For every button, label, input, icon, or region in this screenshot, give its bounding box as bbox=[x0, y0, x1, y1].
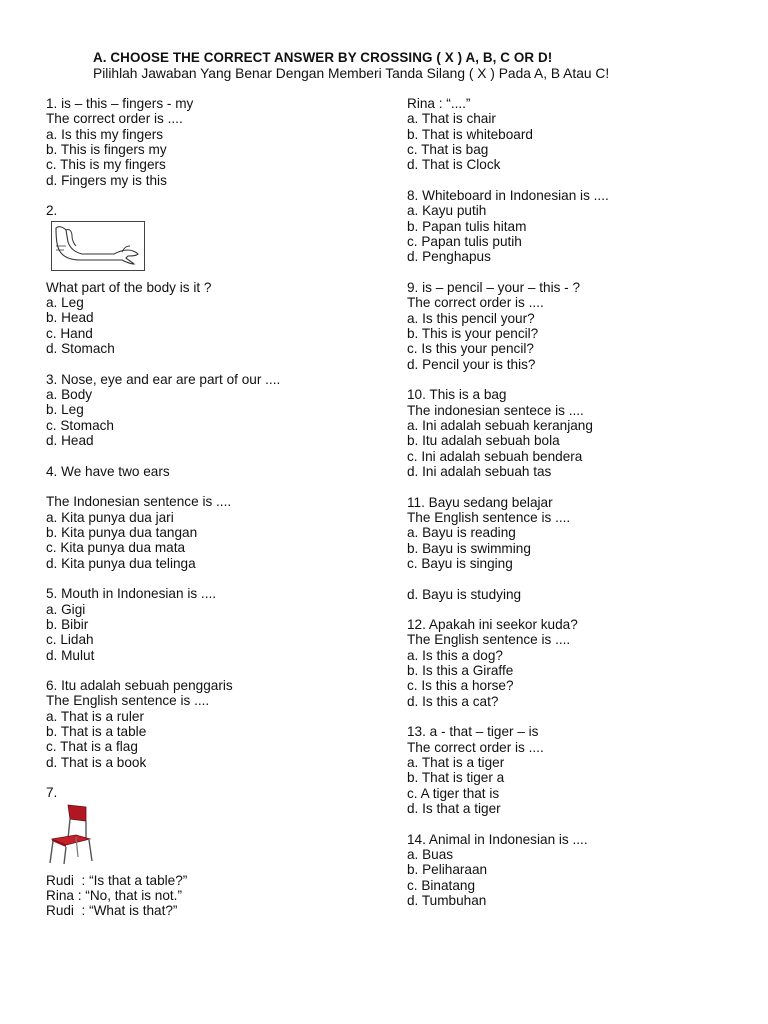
option-b[interactable]: b. Kita punya dua tangan bbox=[46, 524, 198, 540]
option-b[interactable]: b. That is a table bbox=[46, 724, 147, 740]
option-b[interactable]: b. Itu adalah sebuah bola bbox=[407, 433, 560, 449]
question-text: 4. We have two ears bbox=[46, 463, 170, 479]
option-c[interactable]: c. Stomach bbox=[46, 417, 114, 433]
question-text: 5. Mouth in Indonesian is .... bbox=[46, 586, 217, 602]
option-a[interactable]: a. Kita punya dua jari bbox=[46, 509, 174, 525]
option-c[interactable]: c. Hand bbox=[46, 325, 93, 341]
question-prompt: The English sentence is .... bbox=[407, 632, 571, 648]
question-1 bbox=[46, 96, 376, 188]
option-d[interactable]: d. Tumbuhan bbox=[407, 893, 487, 909]
question-prompt: The correct order is .... bbox=[407, 739, 544, 755]
question-text: 6. Itu adalah sebuah penggaris bbox=[46, 678, 233, 694]
question-text: 2. bbox=[46, 203, 58, 219]
option-d[interactable]: d. Bayu is studying bbox=[407, 586, 522, 602]
question-text: 10. This is a bag bbox=[407, 387, 507, 403]
option-a[interactable]: a. That is a ruler bbox=[46, 708, 144, 724]
question-text: 14. Animal in Indonesian is .... bbox=[407, 831, 588, 847]
question-10 bbox=[407, 387, 747, 479]
option-b[interactable]: b. Head bbox=[46, 310, 94, 326]
option-d[interactable]: d. Head bbox=[46, 432, 94, 448]
arm-image-container bbox=[46, 221, 376, 276]
option-c[interactable]: c. A tiger that is bbox=[407, 785, 500, 801]
worksheet-header bbox=[93, 50, 753, 82]
option-a[interactable]: a. Bayu is reading bbox=[407, 525, 516, 541]
question-4 bbox=[46, 464, 376, 571]
question-8 bbox=[407, 188, 747, 265]
arm-icon bbox=[51, 221, 145, 271]
question-2 bbox=[46, 203, 376, 356]
option-a[interactable]: a. Is this a dog? bbox=[407, 647, 503, 663]
option-d[interactable]: d. Penghapus bbox=[407, 249, 491, 265]
option-d[interactable]: d. Ini adalah sebuah tas bbox=[407, 463, 552, 479]
question-prompt: The correct order is .... bbox=[407, 295, 544, 311]
option-d[interactable]: d. Is that a tiger bbox=[407, 801, 501, 817]
section-title: A. CHOOSE THE CORRECT ANSWER BY CROSSING ( X ) A, B, C OR D! bbox=[93, 50, 553, 65]
option-c[interactable]: c. Papan tulis putih bbox=[407, 233, 522, 249]
question-text: 9. is – pencil – your – this - ? bbox=[407, 279, 581, 295]
option-b[interactable]: b. Bibir bbox=[46, 616, 89, 632]
question-5 bbox=[46, 586, 376, 663]
dialog-line: Rudi : “Is that a table?” bbox=[46, 872, 188, 888]
question-9 bbox=[407, 280, 747, 372]
question-text: 3. Nose, eye and ear are part of our .... bbox=[46, 371, 281, 387]
dialog-line: Rina : “No, that is not.” bbox=[46, 888, 182, 904]
option-d[interactable]: d. Pencil your is this? bbox=[407, 356, 536, 372]
option-b[interactable]: b. That is tiger a bbox=[407, 770, 505, 786]
option-d[interactable]: d. Mulut bbox=[46, 647, 95, 663]
option-d[interactable]: d. Stomach bbox=[46, 340, 115, 356]
option-a[interactable]: a. Body bbox=[46, 386, 93, 402]
question-7 bbox=[46, 785, 376, 918]
chair-icon bbox=[46, 803, 96, 865]
option-b[interactable]: b. Peliharaan bbox=[407, 862, 488, 878]
option-b[interactable]: b. That is whiteboard bbox=[407, 126, 533, 142]
option-b[interactable]: b. Bayu is swimming bbox=[407, 540, 531, 556]
question-text: 11. Bayu sedang belajar bbox=[407, 494, 553, 510]
question-11 bbox=[407, 495, 747, 602]
option-c[interactable]: c. Lidah bbox=[46, 632, 94, 648]
section-subtitle: Pilihlah Jawaban Yang Benar Dengan Memberi Tanda Silang ( X ) Pada A, B Atau C! bbox=[93, 66, 610, 81]
question-text: 12. Apakah ini seekor kuda? bbox=[407, 617, 578, 633]
question-7-continued bbox=[407, 96, 747, 173]
option-a[interactable]: a. Kayu putih bbox=[407, 203, 487, 219]
question-prompt: The English sentence is .... bbox=[407, 509, 571, 525]
option-a[interactable]: a. Buas bbox=[407, 847, 454, 863]
option-a[interactable]: a. Leg bbox=[46, 294, 84, 310]
option-c[interactable]: c. That is bag bbox=[407, 141, 489, 157]
question-text: 1. is – this – fingers - my bbox=[46, 96, 194, 111]
question-13 bbox=[407, 724, 747, 816]
option-a[interactable]: a. That is a tiger bbox=[407, 755, 505, 771]
option-b[interactable]: b. Leg bbox=[46, 402, 84, 418]
dialog-line: Rudi : “What is that?” bbox=[46, 903, 178, 919]
option-d[interactable]: d. Kita punya dua telinga bbox=[46, 555, 196, 571]
option-d[interactable]: d. That is a book bbox=[46, 754, 147, 770]
question-12 bbox=[407, 617, 747, 709]
question-text: 7. bbox=[46, 785, 58, 801]
option-c[interactable]: c. That is a flag bbox=[46, 739, 138, 755]
option-c[interactable]: c. Ini adalah sebuah bendera bbox=[407, 448, 583, 464]
question-14 bbox=[407, 832, 747, 909]
left-column bbox=[46, 96, 376, 919]
option-b[interactable]: b. This is your pencil? bbox=[407, 325, 539, 341]
option-d[interactable]: d. Is this a cat? bbox=[407, 693, 499, 709]
question-prompt: The correct order is .... bbox=[46, 111, 183, 127]
option-a[interactable]: a. Is this my fingers bbox=[46, 126, 164, 142]
question-text: 13. a - that – tiger – is bbox=[407, 724, 539, 740]
chair-image-container bbox=[46, 803, 376, 873]
option-c[interactable]: c. Is this a horse? bbox=[407, 678, 514, 694]
option-c[interactable]: c. Kita punya dua mata bbox=[46, 540, 186, 556]
dialog-line: Rina : “....” bbox=[407, 96, 471, 111]
question-prompt: The English sentence is .... bbox=[46, 693, 210, 709]
option-a[interactable]: a. That is chair bbox=[407, 111, 496, 127]
option-a[interactable]: a. Ini adalah sebuah keranjang bbox=[407, 417, 593, 433]
question-3 bbox=[46, 372, 376, 449]
option-a[interactable]: a. Is this pencil your? bbox=[407, 310, 535, 326]
option-c[interactable]: c. Binatang bbox=[407, 877, 476, 893]
question-prompt: The indonesian sentece is .... bbox=[407, 402, 584, 418]
option-b[interactable]: b. Is this a Giraffe bbox=[407, 663, 514, 679]
question-text: 8. Whiteboard in Indonesian is .... bbox=[407, 187, 609, 203]
option-a[interactable]: a. Gigi bbox=[46, 601, 86, 617]
option-b[interactable]: b. Papan tulis hitam bbox=[407, 218, 527, 234]
question-prompt: What part of the body is it ? bbox=[46, 279, 212, 295]
option-c[interactable]: c. This is my fingers bbox=[46, 157, 166, 173]
option-d[interactable]: d. That is Clock bbox=[407, 157, 501, 173]
question-6 bbox=[46, 678, 376, 770]
option-b[interactable]: b. This is fingers my bbox=[46, 141, 167, 157]
right-column bbox=[407, 96, 747, 908]
question-prompt: The Indonesian sentence is .... bbox=[46, 494, 232, 510]
option-d[interactable]: d. Fingers my is this bbox=[46, 172, 167, 188]
option-c[interactable]: c. Is this your pencil? bbox=[407, 341, 534, 357]
option-c[interactable]: c. Bayu is singing bbox=[407, 555, 513, 571]
